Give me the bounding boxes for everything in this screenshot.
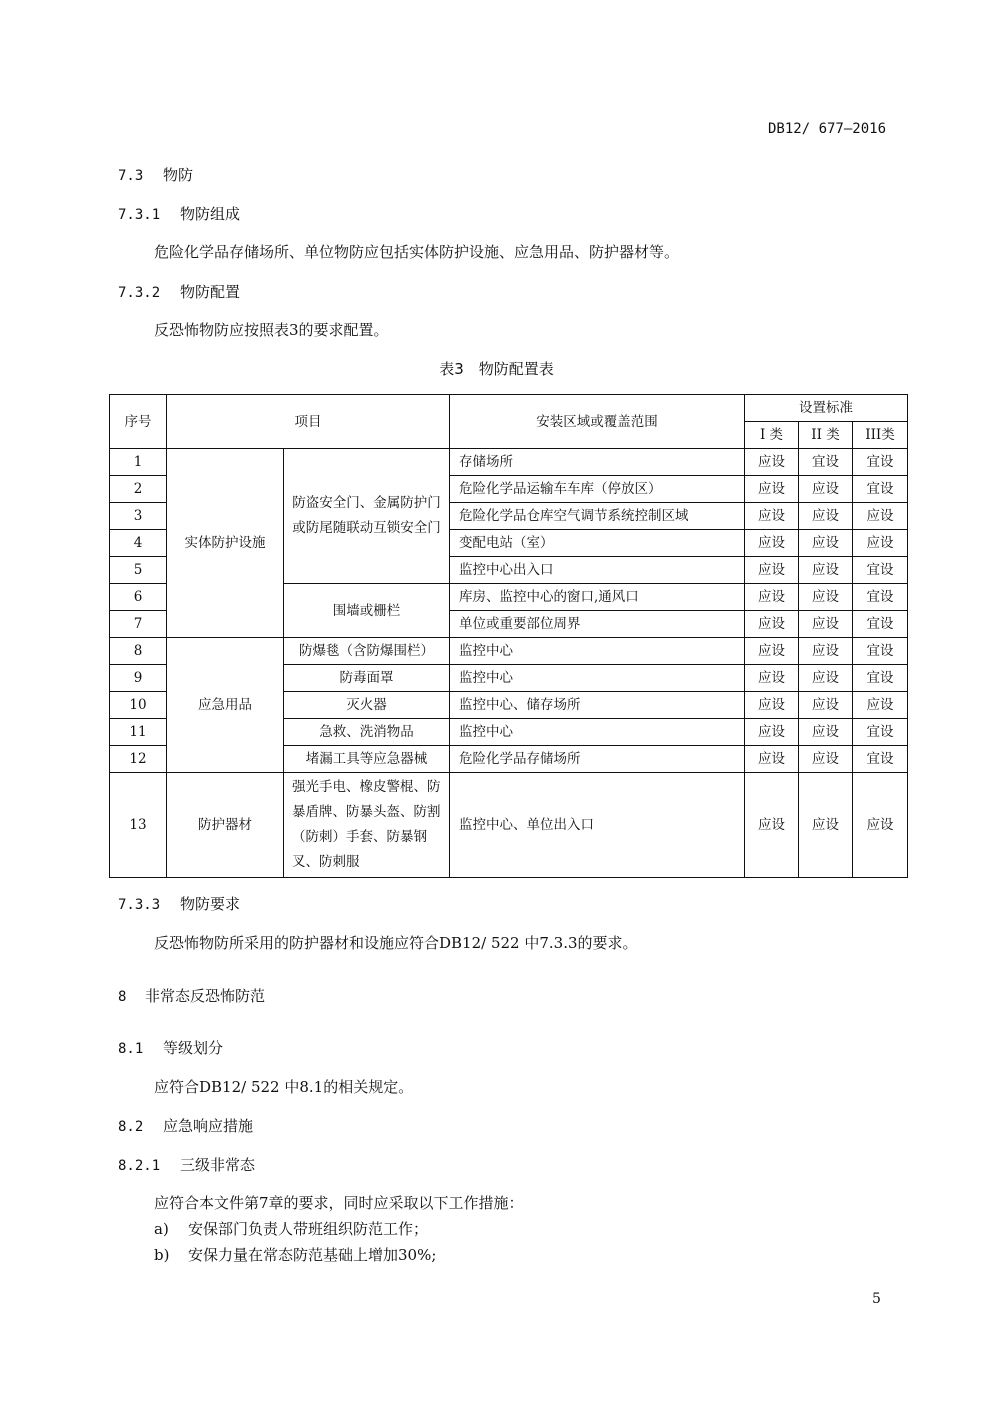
header-class-1: I 类 — [745, 422, 799, 449]
class2-cell: 应设 — [799, 584, 853, 611]
area-cell: 监控中心 — [450, 638, 745, 665]
group-cell: 实体防护设施 — [167, 449, 284, 638]
area-cell: 单位或重要部位周界 — [450, 611, 745, 638]
section-7-3-1-body: 危险化学品存储场所、单位物防应包括实体防护设施、应急用品、防护器材等。 — [154, 243, 680, 261]
class2-cell: 应设 — [799, 476, 853, 503]
protection-config-table — [109, 394, 908, 878]
seq-cell: 13 — [110, 773, 167, 878]
page-number: 5 — [872, 1291, 881, 1307]
class1-cell: 应设 — [745, 584, 799, 611]
item-cell: 防爆毯（含防爆围栏） — [284, 638, 450, 665]
section-number: 7.3.3 — [118, 897, 161, 913]
item-cell: 强光手电、橡皮警棍、防暴盾牌、防暴头盔、防割（防刺）手套、防暴钢叉、防刺服 — [284, 773, 450, 878]
area-cell: 监控中心、储存场所 — [450, 692, 745, 719]
header-area: 安装区域或覆盖范围 — [450, 395, 745, 449]
item-cell: 急救、洗消物品 — [284, 719, 450, 746]
section-8-2-1-body: 应符合本文件第7章的要求，同时应采取以下工作措施： — [154, 1194, 524, 1212]
section-7-3-heading — [118, 164, 193, 185]
list-marker: a) — [154, 1220, 169, 1238]
table-row — [110, 638, 908, 665]
area-cell: 监控中心、单位出入口 — [450, 773, 745, 878]
item-cell: 灭火器 — [284, 692, 450, 719]
seq-cell: 1 — [110, 449, 167, 476]
class1-cell: 应设 — [745, 530, 799, 557]
class3-cell: 宜设 — [853, 746, 908, 773]
list-marker: b) — [154, 1246, 170, 1264]
seq-cell: 9 — [110, 665, 167, 692]
class3-cell: 宜设 — [853, 476, 908, 503]
class3-cell: 应设 — [853, 692, 908, 719]
header-item: 项目 — [167, 395, 450, 449]
header-class-3: III类 — [853, 422, 908, 449]
section-number: 8.1 — [118, 1041, 144, 1057]
seq-cell: 4 — [110, 530, 167, 557]
seq-cell: 3 — [110, 503, 167, 530]
section-7-3-1-heading — [118, 203, 240, 224]
area-cell: 监控中心 — [450, 665, 745, 692]
section-8-2-heading — [118, 1115, 253, 1136]
item-cell: 围墙或栅栏 — [284, 584, 450, 638]
section-title: 非常态反恐怖防范 — [145, 987, 266, 1005]
section-title: 三级非常态 — [180, 1156, 256, 1174]
table-row — [110, 773, 908, 878]
seq-cell: 5 — [110, 557, 167, 584]
header-seq: 序号 — [110, 395, 167, 449]
area-cell: 危险化学品仓库空气调节系统控制区域 — [450, 503, 745, 530]
area-cell: 危险化学品存储场所 — [450, 746, 745, 773]
class2-cell: 应设 — [799, 611, 853, 638]
section-7-3-2-body: 反恐怖物防应按照表3的要求配置。 — [154, 321, 389, 339]
class1-cell: 应设 — [745, 692, 799, 719]
section-title: 物防要求 — [180, 895, 241, 913]
section-title: 物防配置 — [180, 283, 241, 301]
class2-cell: 应设 — [799, 773, 853, 878]
class3-cell: 应设 — [853, 530, 908, 557]
seq-cell: 10 — [110, 692, 167, 719]
class1-cell: 应设 — [745, 773, 799, 878]
section-number: 8 — [118, 989, 127, 1005]
section-title: 物防 — [163, 166, 194, 184]
group-cell: 应急用品 — [167, 638, 284, 773]
list-item — [154, 1218, 428, 1239]
table-caption: 表3 物防配置表 — [439, 360, 554, 378]
group-cell: 防护器材 — [167, 773, 284, 878]
class3-cell: 宜设 — [853, 665, 908, 692]
seq-cell: 12 — [110, 746, 167, 773]
class2-cell: 应设 — [799, 530, 853, 557]
section-7-3-3-heading — [118, 893, 240, 914]
item-cell: 防盗安全门、金属防护门或防尾随联动互锁安全门 — [284, 449, 450, 584]
list-item — [154, 1244, 436, 1265]
class1-cell: 应设 — [745, 638, 799, 665]
area-cell: 存储场所 — [450, 449, 745, 476]
table-header-row — [110, 395, 908, 422]
section-8-heading — [118, 985, 265, 1006]
area-cell: 库房、监控中心的窗口,通风口 — [450, 584, 745, 611]
class2-cell: 应设 — [799, 719, 853, 746]
section-7-3-3-body: 反恐怖物防所采用的防护器材和设施应符合DB12/ 522 中7.3.3的要求。 — [154, 934, 638, 952]
area-cell: 变配电站（室） — [450, 530, 745, 557]
section-number: 8.2.1 — [118, 1158, 161, 1174]
section-title: 物防组成 — [180, 205, 241, 223]
seq-cell: 2 — [110, 476, 167, 503]
seq-cell: 11 — [110, 719, 167, 746]
class2-cell: 宜设 — [799, 449, 853, 476]
seq-cell: 6 — [110, 584, 167, 611]
document-code: DB12/ 677—2016 — [768, 121, 887, 137]
section-number: 8.2 — [118, 1119, 144, 1135]
header-class-2: II 类 — [799, 422, 853, 449]
class3-cell: 宜设 — [853, 719, 908, 746]
section-title: 等级划分 — [163, 1039, 224, 1057]
section-8-1-heading — [118, 1037, 223, 1058]
item-cell: 堵漏工具等应急器械 — [284, 746, 450, 773]
class3-cell: 宜设 — [853, 584, 908, 611]
table-row — [110, 449, 908, 476]
class1-cell: 应设 — [745, 665, 799, 692]
list-text: 安保部门负责人带班组织防范工作； — [188, 1220, 429, 1238]
area-cell: 监控中心出入口 — [450, 557, 745, 584]
seq-cell: 7 — [110, 611, 167, 638]
section-number: 7.3 — [118, 168, 144, 184]
class2-cell: 应设 — [799, 557, 853, 584]
section-8-2-1-heading — [118, 1154, 255, 1175]
class1-cell: 应设 — [745, 557, 799, 584]
section-7-3-2-heading — [118, 281, 240, 302]
class3-cell: 宜设 — [853, 557, 908, 584]
class1-cell: 应设 — [745, 746, 799, 773]
class1-cell: 应设 — [745, 476, 799, 503]
section-title: 应急响应措施 — [163, 1117, 254, 1135]
class2-cell: 应设 — [799, 638, 853, 665]
class3-cell: 宜设 — [853, 611, 908, 638]
section-number: 7.3.2 — [118, 285, 161, 301]
class2-cell: 应设 — [799, 692, 853, 719]
class3-cell: 应设 — [853, 773, 908, 878]
class1-cell: 应设 — [745, 611, 799, 638]
section-number: 7.3.1 — [118, 207, 161, 223]
class1-cell: 应设 — [745, 449, 799, 476]
class3-cell: 宜设 — [853, 638, 908, 665]
item-cell: 防毒面罩 — [284, 665, 450, 692]
class2-cell: 应设 — [799, 746, 853, 773]
class2-cell: 应设 — [799, 665, 853, 692]
class2-cell: 应设 — [799, 503, 853, 530]
area-cell: 危险化学品运输车车库（停放区） — [450, 476, 745, 503]
class1-cell: 应设 — [745, 719, 799, 746]
section-8-1-body: 应符合DB12/ 522 中8.1的相关规定。 — [154, 1078, 414, 1096]
class3-cell: 宜设 — [853, 449, 908, 476]
header-standard: 设置标准 — [745, 395, 908, 422]
list-text: 安保力量在常态防范基础上增加30%; — [188, 1246, 437, 1264]
seq-cell: 8 — [110, 638, 167, 665]
class1-cell: 应设 — [745, 503, 799, 530]
area-cell: 监控中心 — [450, 719, 745, 746]
class3-cell: 应设 — [853, 503, 908, 530]
